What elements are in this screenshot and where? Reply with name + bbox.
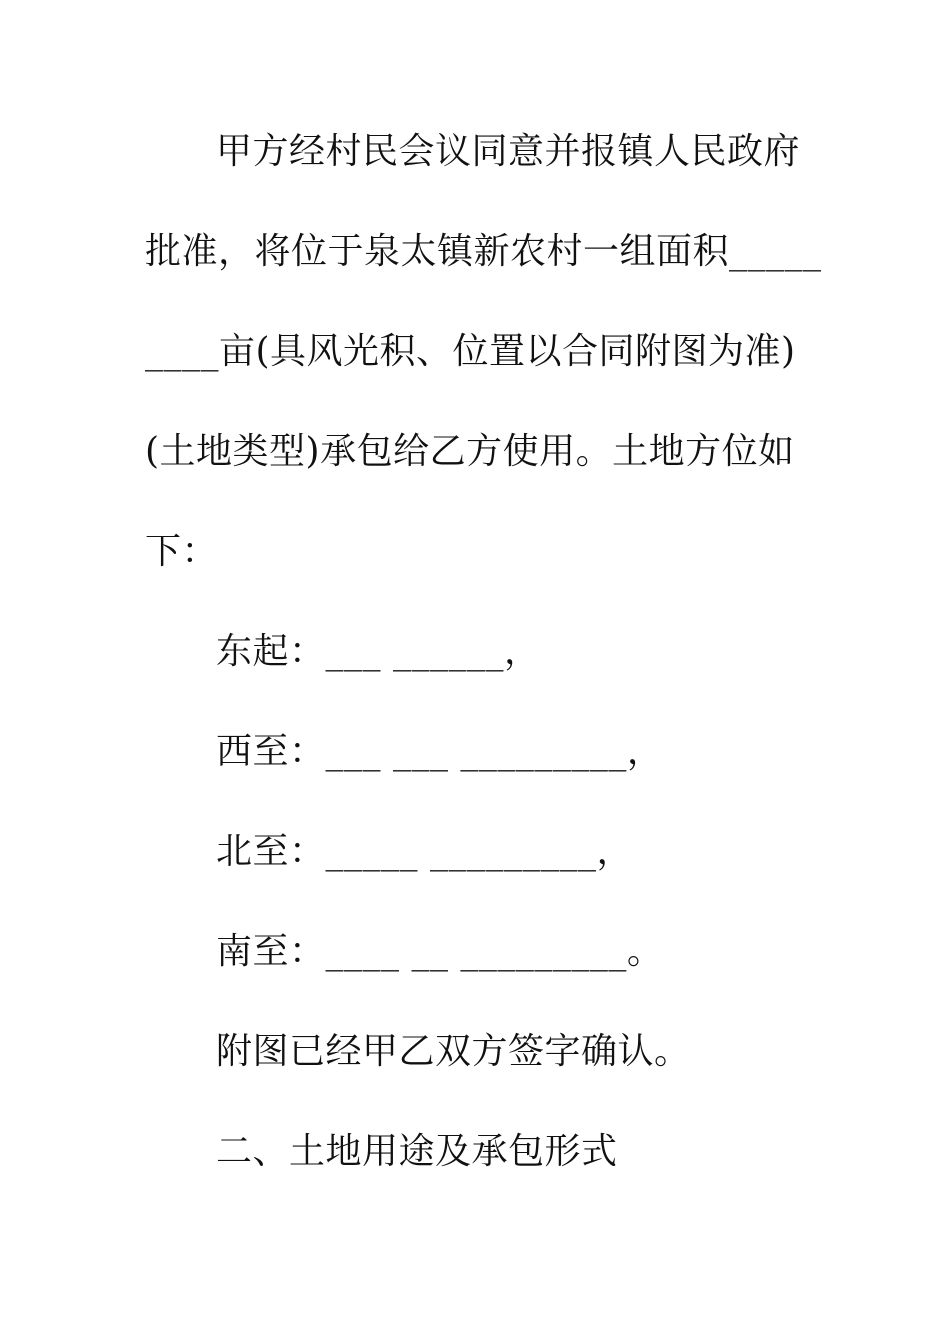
section-heading: 二、土地用途及承包形式 [216, 1131, 618, 1172]
paragraph-line-5: 下： [145, 531, 219, 572]
attachment-note: 附图已经甲乙双方签字确认。 [216, 1031, 691, 1072]
boundary-east: 东起：___ ______， [216, 631, 541, 672]
paragraph-line-2: 批准，将位于泉太镇新农村一组面积_____ [145, 231, 822, 272]
paragraph-line-1: 甲方经村民会议同意并报镇人民政府 [216, 131, 801, 172]
paragraph-line-3: ____亩(具风光积、位置以合同附图为准) [145, 331, 796, 372]
boundary-west: 西至：___ ___ _________， [216, 731, 664, 772]
boundary-south: 南至：____ __ _________。 [216, 931, 664, 972]
boundary-north: 北至：_____ _________， [216, 831, 633, 872]
paragraph-line-4: (土地类型)承包给乙方使用。土地方位如 [145, 431, 795, 472]
